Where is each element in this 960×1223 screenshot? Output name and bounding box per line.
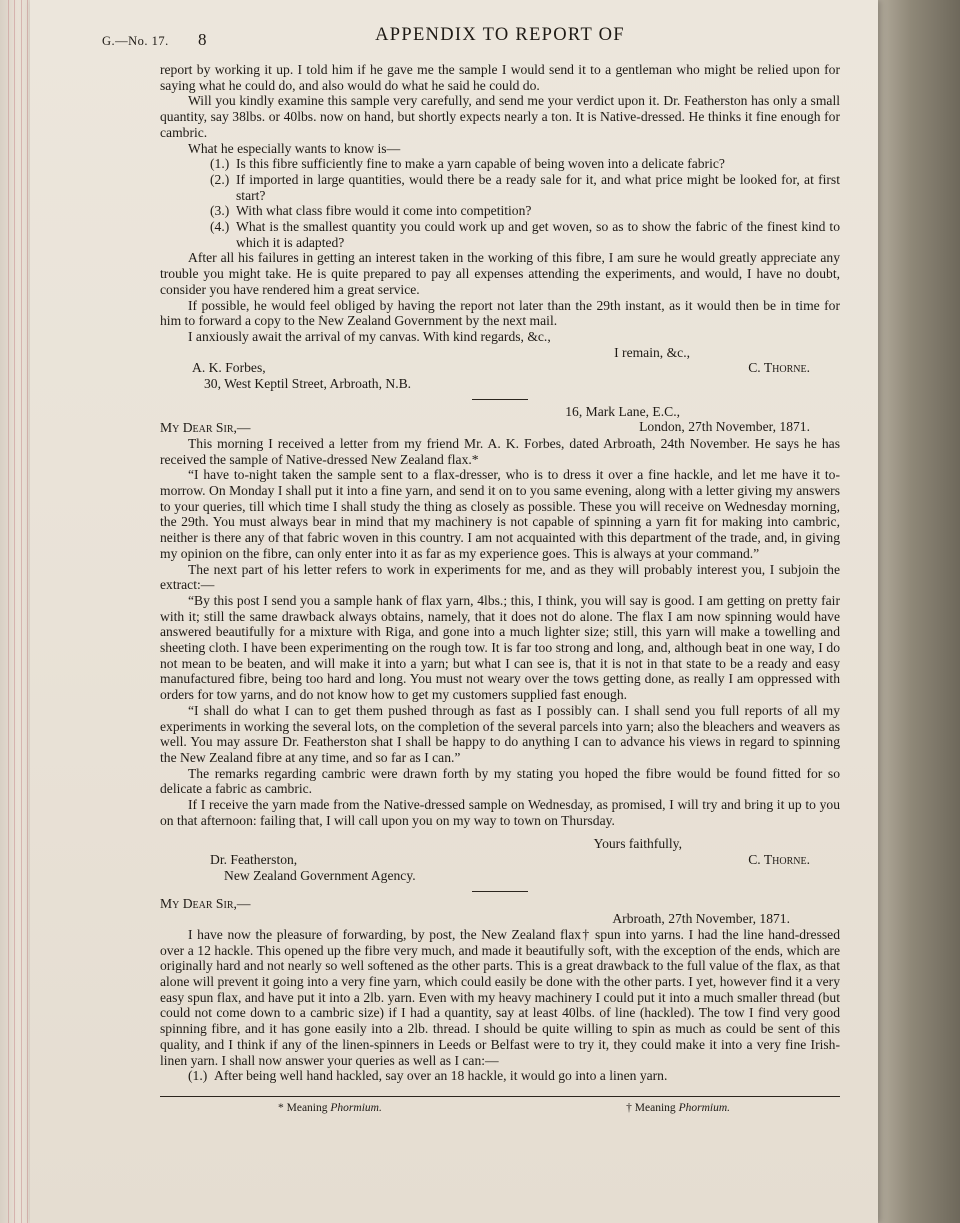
- question-item: (4.) What is the smallest quantity you could work up and get woven, so as to show the fabric of the finest kind to which it is adapted?: [210, 219, 840, 250]
- signature-block: [160, 360, 840, 376]
- paragraph: What he especially wants to know is—: [188, 140, 401, 156]
- salutation: My Dear Sir,—: [160, 895, 251, 911]
- paragraph: After all his failures in getting an interest taken in the working of this fibre, I am sure he would greatly appreciate any trouble you might take. He is quite prepared to pay all expenses attending the experiments, and would, I have no doubt, consider you have rendered him a great service.: [160, 250, 840, 297]
- question-item: (1.) Is this fibre sufficiently fine to make a yarn capable of being woven into a delicate fabric?: [210, 156, 725, 172]
- date-line: Arbroath, 27th November, 1871.: [612, 911, 790, 927]
- running-header: [102, 25, 840, 62]
- question-item: (2.) If imported in large quantities, would there be a ready sale for it, and what price might be looked for, at first start?: [210, 171, 840, 203]
- page-number: 8: [198, 30, 207, 49]
- paragraph: I anxiously await the arrival of my canvas. With kind regards, &c.,: [188, 328, 551, 344]
- paragraph: If I receive the yarn made from the Native-dressed sample on Wednesday, as promised, I will try and bring it up to you on that afternoon: failing that, I will call upon you on my way to town on Thursday.: [160, 797, 840, 828]
- divider: [472, 891, 528, 892]
- question-item: (3.) With what class fibre would it come into competition?: [210, 203, 532, 219]
- addressee-name: A. K. Forbes,: [192, 360, 266, 376]
- divider: [472, 399, 528, 400]
- addressee-organisation: New Zealand Government Agency.: [224, 867, 416, 883]
- signature-block: [160, 852, 840, 868]
- paragraph: The next part of his letter refers to work in experiments for me, and as they will probably interest you, I subjoin the extract:—: [160, 561, 840, 593]
- background-surface: [878, 0, 960, 1223]
- date-line: 16, Mark Lane, E.C., London, 27th November, 1871.: [565, 403, 810, 435]
- document-reference: G.—No. 17.: [102, 34, 169, 48]
- document-page: [30, 0, 878, 1223]
- footnote: † Meaning Phormium.: [626, 1102, 730, 1114]
- paragraph: I have now the pleasure of forwarding, by post, the New Zealand flax† spun into yarns. I had the line hand-dressed over a 12 hackle. This opened up the fibre very much, and made it beautifully soft, with the exception of the ends, which are originally hard and not nearly so well softened as the other parts. This is a great drawback to the full value of the flax, as that alone will prevent it going into a very fine yarn, which could easily be done with the other parts. I yet, however find it a very easy spun flax, and have put it into a 2lb. yarn. Even with my heavy machinery I could put it into a much smaller thread (but could not come down to a cambric size) if I had a quantity, say at least 40lbs. of line (hackled). The tow I find very good spinning fibre, and it has gone easily into a 2lb. thread. I should be quite willing to spin as much as could be sent of this quality, and I think if any of the linen-spinners in Leeds or Belfast were to try it, they could make it into a very fine Irish-linen yarn. I shall now answer your queries as well as I can:—: [160, 926, 840, 1068]
- closing: I remain, &c.,: [614, 344, 690, 360]
- question-item: (1.) After being well hand hackled, say over an 18 hackle, it would go into a linen yarn.: [188, 1068, 668, 1084]
- footnotes: [160, 1101, 840, 1117]
- paragraph: “I have to-night taken the sample sent to a flax-dresser, who is to dress it over a fine hackle, and let me have it to-morrow. On Monday I shall put it into a fine yarn, and send it on to you same evening, along with a letter giving my answers to your queries, till which time I shall study the thing as closely as possible. These you will receive on Wednesday morning, the 29th. You must always bear in mind that my machinery is not capable of spinning a yarn fit for making into cambric, neither is there any of that fabric woven in this country. I am not acquainted with this department of the trade, and, in giving my opinion on the fibre, can only enter into it as far as my experience goes. This is always at your command.”: [160, 467, 840, 561]
- addressee-name: Dr. Featherston,: [210, 852, 298, 868]
- page-content: [102, 25, 840, 1117]
- page-title: APPENDIX TO REPORT OF: [375, 25, 625, 45]
- footnote-rule: [160, 1096, 840, 1097]
- paragraph: Will you kindly examine this sample very carefully, and send me your verdict upon it. Dr. Featherston has only a small quantity, say 38lbs. or 40lbs. now on hand, but shortly expects nearly a ton. It is Native-dressed. He thinks it fine enough for cambric.: [160, 93, 840, 140]
- paragraph: This morning I received a letter from my friend Mr. A. K. Forbes, dated Arbroath, 24th November. He says he has received the sample of Native-dressed New Zealand flax.*: [160, 435, 840, 467]
- quoted-paragraph: “By this post I send you a sample hank of flax yarn, 4lbs.; this, I think, you will say is good. I am getting on pretty fair with it; still the same drawback always obtains, namely, that it does not do alone. The flax I am now spinning would have answered beautifully for a mixture with Riga, and gone into a much lighter size; still, this yarn will make a towelling and sheeting cloth. I have been experimenting on the rough tow. It is far too strong and long, and, although beat in one way, I do not mean to be beaten, and will make it into a yarn; but what I can see is, that it is not in that state to be a ready and easy manufactured fibre, being too hard and long. You must not weary over the tows getting done, as really I am oppressed with orders for tow yarns, and do not know how to get my customers supplied fast enough.: [160, 592, 840, 703]
- paragraph: report by working it up. I told him if he gave me the sample I would send it to a gentleman who might be relied upon for saying what he could do, and also would do what he said he could do.: [160, 62, 840, 93]
- signature: C. Thorne.: [748, 852, 810, 868]
- closing: Yours faithfully,: [593, 836, 682, 852]
- footnote: * Meaning Phormium.: [278, 1102, 382, 1114]
- signature: C. Thorne.: [748, 360, 810, 376]
- paragraph: The remarks regarding cambric were drawn forth by my stating you hoped the fibre would be found fitted for so delicate a fabric as cambric.: [160, 765, 840, 797]
- quoted-paragraph: “I shall do what I can to get them pushed through as fast as I possibly can. I shall send you full reports of all my experiments in working the several lots, on the completion of the several parcels into yarn; also the bleachers and weavers as well. You may assure Dr. Featherston shat I shall be happy to do anything I can to advance his views in regard to spinning the New Zealand fibre at any time, and so far as I can.”: [160, 702, 840, 765]
- salutation: My Dear Sir,—: [160, 420, 251, 436]
- paragraph: If possible, he would feel obliged by having the report not later than the 29th instant, as it would then be in time for him to forward a copy to the New Zealand Government by the next mail.: [160, 297, 840, 329]
- addressee-address: 30, West Keptil Street, Arbroath, N.B.: [204, 376, 412, 392]
